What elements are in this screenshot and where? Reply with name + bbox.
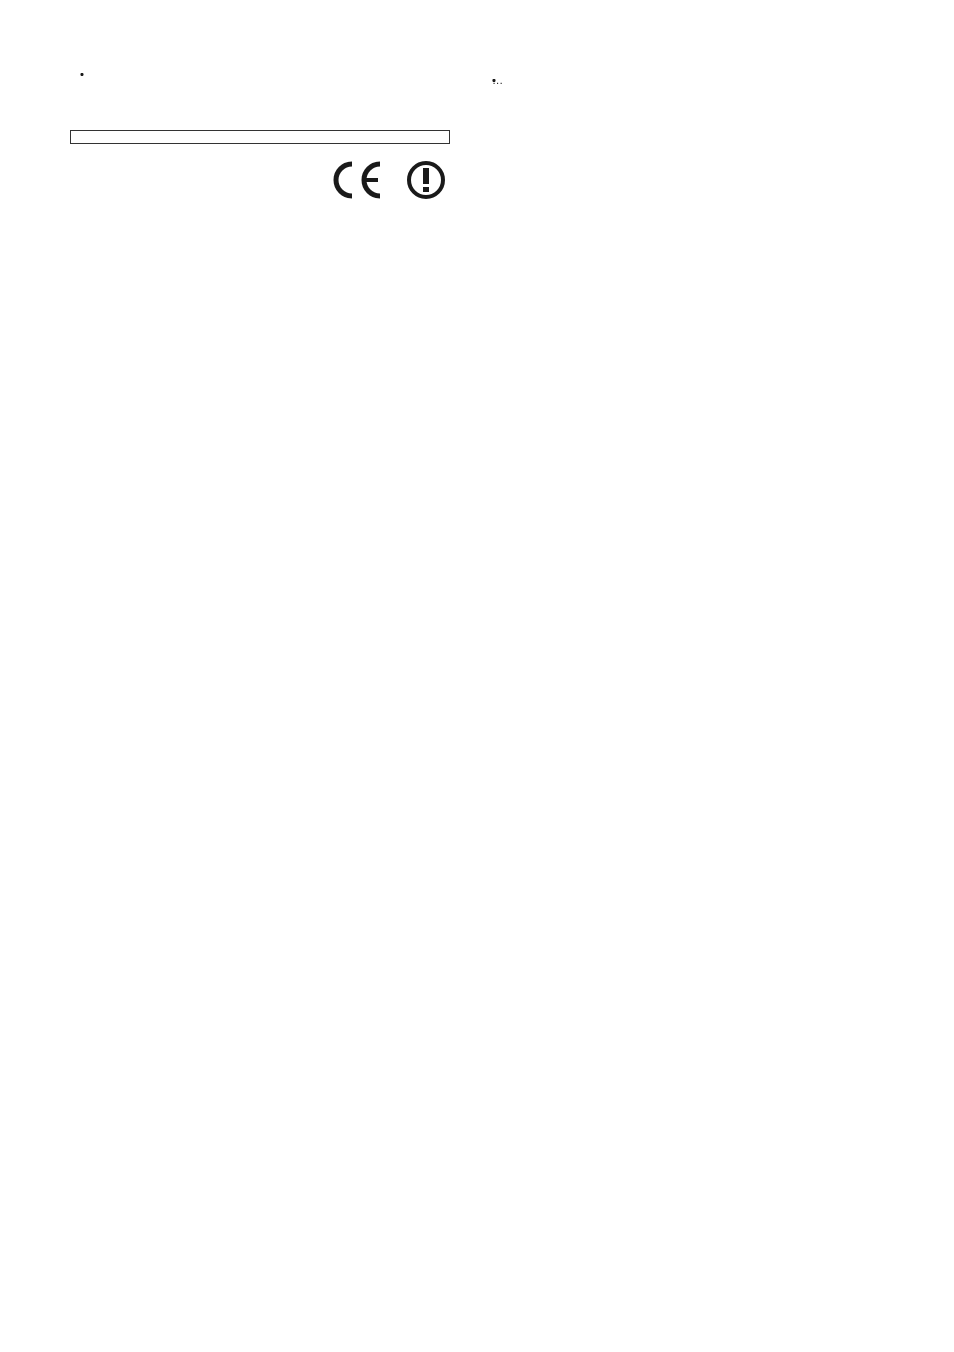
alert-mark-icon: [404, 158, 448, 202]
wireless-heading-row: [70, 154, 450, 214]
left-column: [70, 60, 450, 218]
important-box: [70, 130, 450, 144]
right-column: …: [492, 75, 504, 87]
